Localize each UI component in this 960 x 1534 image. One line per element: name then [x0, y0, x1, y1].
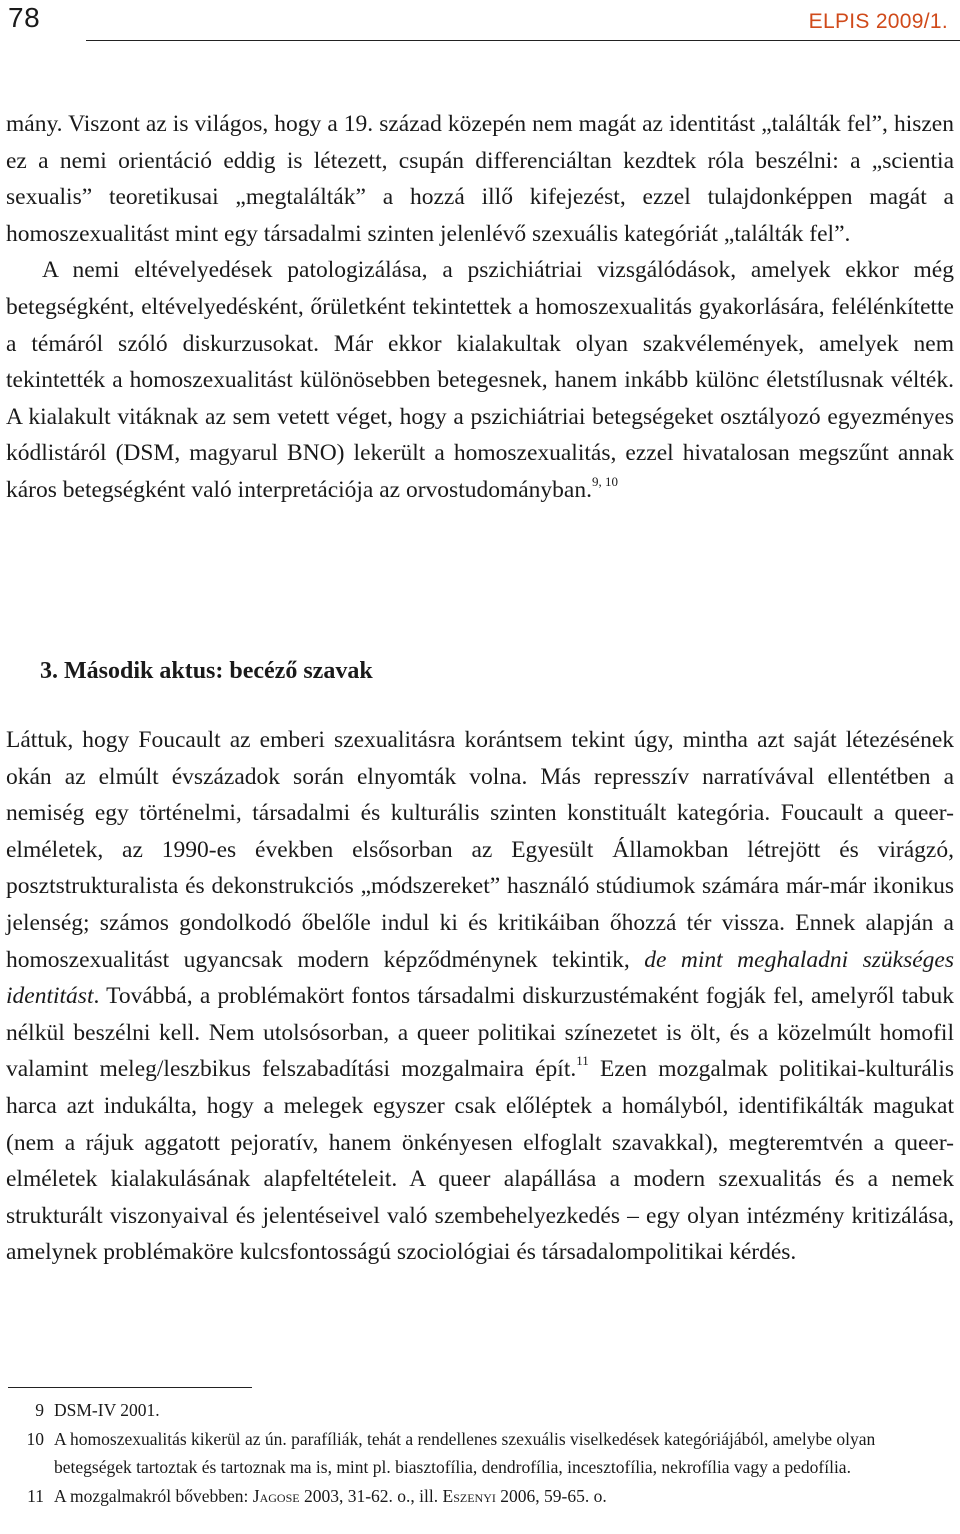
paragraph-text-c: Ezen mozgalmak politikai-kulturális harca azt indukálta, hogy a melegek egyszer csak előléptek a homályból, identifikálták magukat (nem a rájuk aggatott pejoratív, hanem önkényesen elfoglalt szavakkal), megteremtvén a queer-elméletek kialakulásának alapfeltételeit. A queer alapállása a modern szexualitás és a nemek strukturált viszonyaival és jelentéseivel való szembehelyezkedés – egy olyan intézmény kritizálása, amelynek problémaköre kulcsfontosságú szociológiai és társadalompolitikai kérdés.	[6, 1056, 955, 1266]
footnote-text-mid: 2003, 31-62. o., ill.	[299, 1485, 443, 1506]
author-eszenyi: Eszenyi	[442, 1485, 496, 1506]
page-number: 78	[8, 2, 41, 33]
footnote-text: A homoszexualitás kikerül az ún. parafíliák, tehát a rendellenes szexuális viselkedések kategóriájából, amelybe olyan betegségek tartoztak és tartoznak ma is, mint pl. biasztofília, dendrofília, incesztofília, nekrofília vagy a pedofília.	[54, 1428, 876, 1477]
footnote-rule	[8, 1387, 252, 1388]
body-paragraph-2	[6, 722, 954, 1271]
footnote-text: DSM-IV 2001.	[54, 1400, 160, 1420]
body-paragraph-1	[6, 106, 954, 509]
footnote-number: 9	[35, 1400, 44, 1420]
paragraph-foucault	[6, 722, 954, 1271]
author-jagose: Jagose	[252, 1485, 300, 1506]
paragraph-text-b: . Továbbá, a problémakört fontos társadalmi diskurzustémaként fogják fel, amelyről tabuk nélkül beszélni kell. Nem utolsósorban, a queer politikai színezetet is ölt, és a közelmúlt homofil valamint meleg/leszbikus felszabadítási mozgalmaira épít.	[6, 983, 954, 1083]
section-heading: 3. Második aktus: becéző szavak	[40, 658, 373, 684]
paragraph-text-a: Láttuk, hogy Foucault az emberi szexualitásra korántsem tekint úgy, mintha azt saját létezésének okán az elmúlt évszázadok során elnyomták volna. Más represszív narratívával ellentétben a nemiség egy történelmi, társadalmi és kulturális szinten konstituált kategória. Foucault a queer-elméletek, az 1990-es években elsősorban az Egyesült Államokban létrejött és virágzó, posztstrukturalista és dekonstrukciós „módszereket” használó stúdiumok számára már-már ikonikus jelenség; számos gondolkodó őbelőle indul ki és kritikáiban őhozzá tér vissza. Ennek alapján a homoszexualitást ugyancsak modern képződménynek tekintik,	[6, 727, 954, 973]
journal-title: ELPIS 2009/1.	[808, 10, 948, 33]
footnote-number: 11	[27, 1485, 44, 1506]
footnote-text-post: 2006, 59-65. o.	[495, 1485, 607, 1506]
footnote-text-pre: A mozgalmakról bővebben:	[54, 1485, 253, 1506]
footnote-number: 10	[26, 1428, 44, 1449]
running-header	[0, 0, 960, 42]
paragraph-continuation: mány. Viszont az is világos, hogy a 19. század közepén nem magát az identitást „találták fel”, hiszen ez a nemi orientáció eddig is létezett, csupán differenciáltan kezdtek róla beszélni: a „scientia sexualis” teoretikusai „megtalálták” a hozzá illő kifejezést, ezzel tulajdonképpen magát a homoszexualitást mint egy társadalmi szinten jelenlévő szexuális kategóriát „találták fel”.	[6, 111, 954, 247]
footnotes	[14, 1396, 954, 1510]
footnote-10	[14, 1425, 954, 1482]
header-rule	[86, 40, 960, 41]
italic-phrase: de mint meghaladni szükséges identitást	[6, 946, 955, 1010]
footnote-9	[14, 1396, 954, 1425]
paragraph-text: A nemi eltévelyedések patologizálása, a pszichiátriai vizsgálódások, amelyek ekkor még betegségként, eltévelyedésként, őrületként tekintettek a homoszexualitás gyakorlására, felélénkítette a témáról szóló diskurzusokat. Már ekkor kialakultak olyan szakvélemények, amelyek nem tekintették a homoszexualitást különösebben betegesnek, hanem inkább különc életstílusnak vélték. A kialakult vitáknak az sem vetett véget, hogy a pszichiátriai betegségeket osztályozó egyezményes kódlistáról (DSM, magyarul BNO) lekerült a homoszexualitás, ezzel hivatalosan megszűnt annak káros betegségként való interpretációja az orvostudományban.	[6, 257, 954, 503]
paragraph-patologizalas	[6, 252, 954, 508]
footnote-11	[14, 1482, 954, 1511]
footnote-ref-9-10[interactable]: 9, 10	[592, 473, 618, 489]
footnote-ref-11[interactable]: 11	[576, 1053, 589, 1069]
